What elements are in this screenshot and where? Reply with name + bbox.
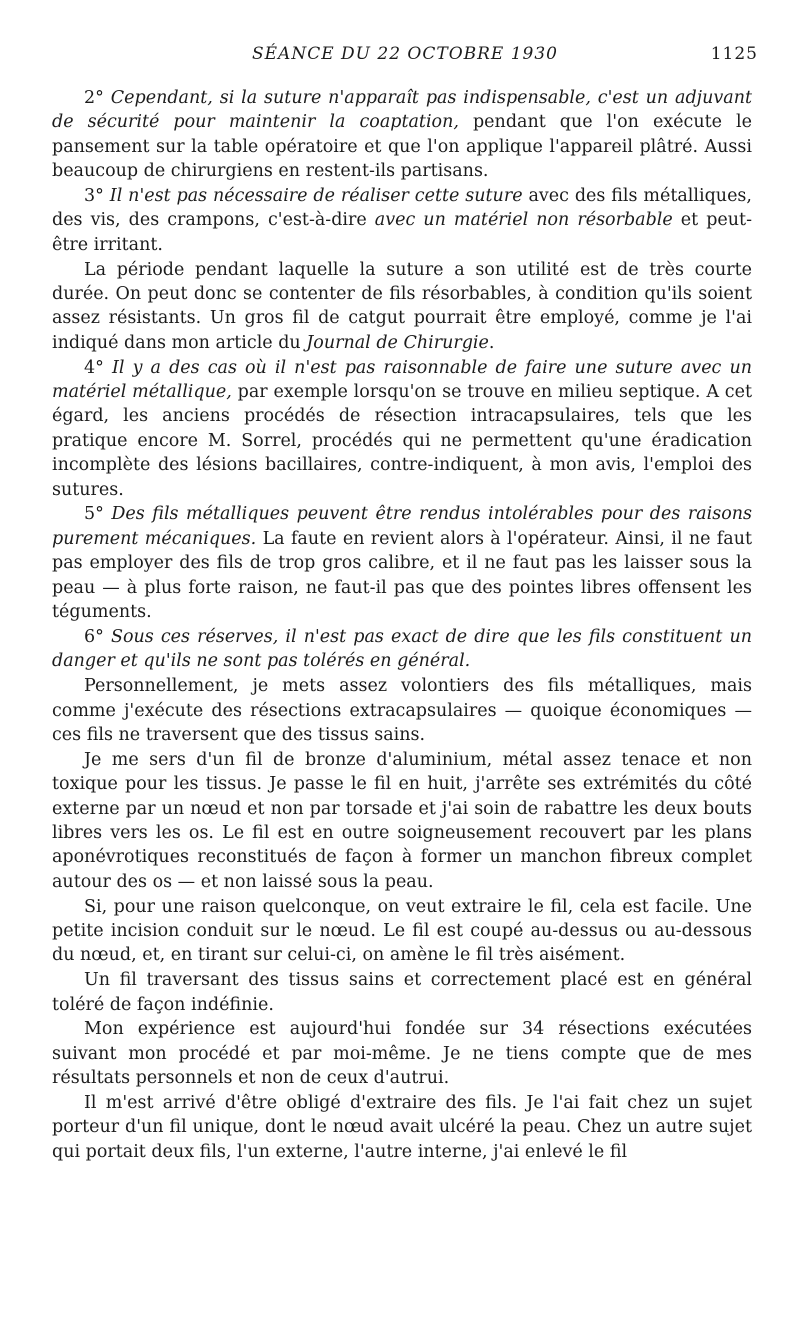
paragraph-bronze: Je me sers d'un fil de bronze d'aluminium, métal assez tenace et non toxique pour les tissus. Je passe le fil en huit, j'arrête ses extrémités du côté externe par un nœud et non par torsade et j'ai soin de rabattre les deux bouts libres vers les os. Le fil est en outre soigneusement recouvert par les plans aponévrotiques reconstitués de façon à former un manchon fibreux complet autour des os — et non laissé sous la peau. <box>52 749 752 892</box>
page-number: 1125 <box>710 44 758 64</box>
paragraph-5: 5° Des fils métalliques peuvent être rendus intolérables pour des raisons purement mécaniques. La faute en revient alors à l'opérateur. Ainsi, il ne faut pas employer des fils de trop gros calibre, et il ne faut pas les laisser sous la peau — à plus forte raison, ne faut-il pas que des pointes libres offensent les téguments. <box>52 504 752 623</box>
running-title: SÉANCE DU 22 OCTOBRE 1930 <box>251 44 558 64</box>
paragraph-experience: Mon expérience est aujourd'hui fondée sur 34 résections exécutées suivant mon procédé et par moi-même. Je ne tiens compte que de mes résultats personnels et non de ceux d'autrui. <box>52 1019 752 1089</box>
paragraph-extraction: Si, pour une raison quelconque, on veut extraire le fil, cela est facile. Une petite incision conduit sur le nœud. Le fil est coupé au-dessus ou au-dessous du nœud, et, en tirant sur celui-ci, on amène le fil très aisément. <box>52 896 752 966</box>
paragraph-periode: La période pendant laquelle la suture a son utilité est de très courte durée. On peut donc se contenter de fils résorbables, à condition qu'ils soient assez résistants. Un gros fil de catgut pourrait être employé, comme je l'ai indiqué dans mon article du Journal de Chirurgie. <box>52 259 752 353</box>
running-header <box>52 44 758 68</box>
paragraph-6: 6° Sous ces réserves, il n'est pas exact de dire que les fils constituent un danger et qu'ils ne sont pas tolérés en général. <box>52 626 752 672</box>
paragraph-fils: Il m'est arrivé d'être obligé d'extraire des fils. Je l'ai fait chez un sujet porteur d'un fil unique, dont le nœud avait ulcéré la peau. Chez un autre sujet qui portait deux fils, l'un externe, l'autre interne, j'ai enlevé le fil <box>52 1092 752 1162</box>
paragraph-personnellement: Personnellement, je mets assez volontiers des fils métalliques, mais comme j'exécute des résections extracapsulaires — quoique économiques — ces fils ne traversent que des tissus sains. <box>52 676 752 745</box>
body-text <box>52 86 752 1165</box>
paragraph-4: 4° Il y a des cas où il n'est pas raisonnable de faire une suture avec un matériel métallique, par exemple lorsqu'on se trouve en milieu septique. A cet égard, les anciens procédés de résection intracapsulaires, tels que les pratique encore M. Sorrel, procédés qui ne permettent qu'une éradication incomplète des lésions bacillaires, contre-indiquent, à mon avis, l'emploi des sutures. <box>52 357 752 500</box>
paragraph-2: 2° Cependant, si la suture n'apparaît pas indispensable, c'est un adjuvant de sécurité pour maintenir la coaptation, pendant que l'on exécute le pansement sur la table opératoire et que l'on applique l'appareil plâtré. Aussi beaucoup de chirurgiens en restent-ils partisans. <box>52 88 752 182</box>
paragraph-3: 3° Il n'est pas nécessaire de réaliser cette suture avec des fils métalliques, des vis, des crampons, c'est-à-dire avec un matériel non résorbable et peut-être irritant. <box>52 186 752 255</box>
paragraph-tolere: Un fil traversant des tissus sains et correctement placé est en général toléré de façon indéfinie. <box>52 970 752 1015</box>
